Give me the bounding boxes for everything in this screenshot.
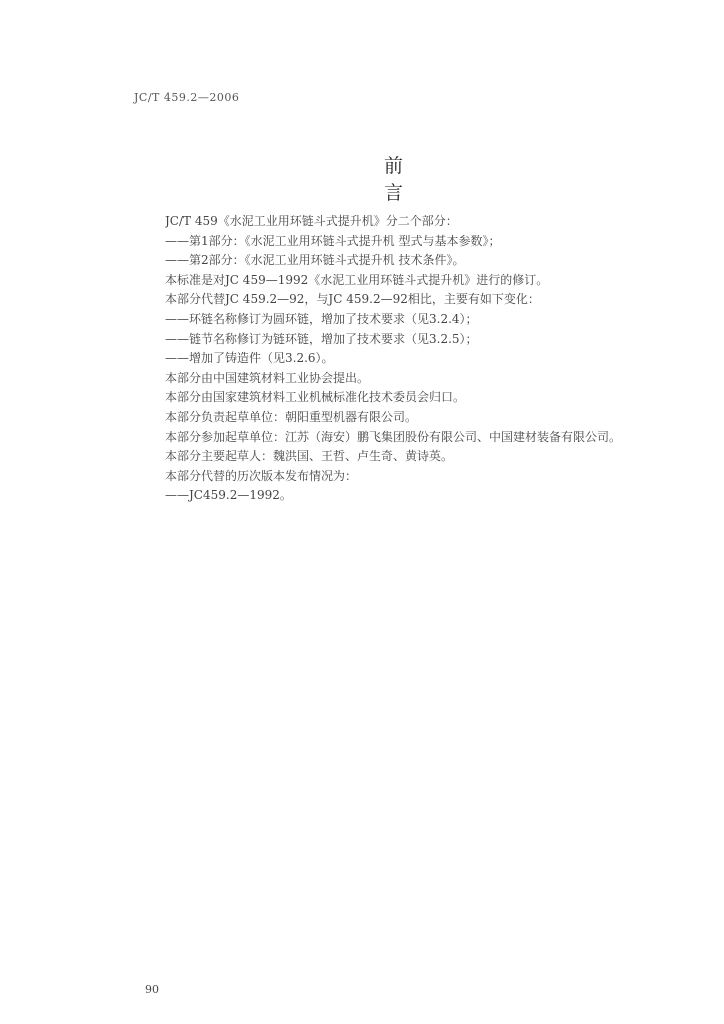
foreword-line: ——JC459.2—1992。 (165, 488, 292, 503)
foreword-line: ——链节名称修订为链环链，增加了技术要求（见3.2.5）； (165, 331, 478, 346)
foreword-line: 本部分参加起草单位：江苏（海安）鹏飞集团股份有限公司、中国建材装备有限公司。 (165, 429, 622, 444)
foreword-line: 本部分主要起草人：魏洪国、王哲、卢生奇、黄诗英。 (165, 449, 454, 464)
standard-code: JC/T 459.2—2006 (134, 91, 240, 104)
foreword-line: JC/T 459《水泥工业用环链斗式提升机》分二个部分： (165, 214, 458, 228)
foreword-line: 本部分负责起草单位：朝阳重型机器有限公司。 (165, 409, 418, 424)
foreword-line: ——第2部分：《水泥工业用环链斗式提升机 技术条件》。 (165, 253, 465, 268)
foreword-line: ——第1部分：《水泥工业用环链斗式提升机 型式与基本参数》； (165, 233, 501, 248)
foreword-line: 本部分由国家建筑材料工业机械标准化技术委员会归口。 (165, 390, 466, 405)
foreword-line: ——环链名称修订为圆环链，增加了技术要求（见3.2.4）； (165, 311, 478, 326)
foreword-line: 本部分代替的历次版本发布情况为： (165, 468, 358, 483)
page-title: 前言 (384, 155, 436, 204)
foreword-line: ——增加了铸造件（见3.2.6）。 (165, 351, 334, 366)
foreword-line: 本部分由中国建筑材料工业协会提出。 (165, 370, 370, 385)
foreword-line: 本部分代替JC 459.2—92，与JC 459.2—92相比，主要有如下变化： (165, 292, 540, 307)
foreword-body (165, 212, 705, 506)
page-number: 90 (145, 983, 159, 996)
foreword-line: 本标准是对JC 459—1992《水泥工业用环链斗式提升机》进行的修订。 (165, 272, 549, 287)
